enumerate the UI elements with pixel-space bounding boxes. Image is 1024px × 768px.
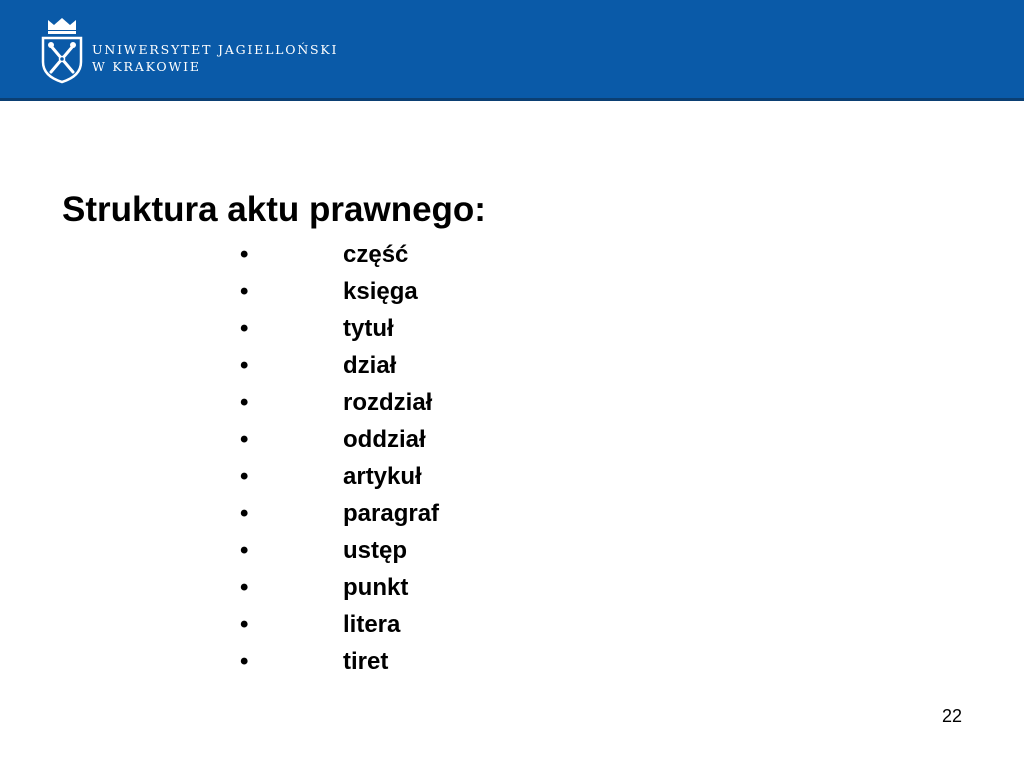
bullet-mark: • — [240, 648, 249, 675]
list-item-label: artykuł — [343, 463, 422, 490]
list-item — [0, 273, 600, 310]
list-item — [0, 458, 600, 495]
university-name — [92, 41, 338, 75]
list-item — [0, 606, 600, 643]
bullet-mark: • — [240, 611, 249, 638]
list-item-label: tiret — [343, 648, 389, 675]
bullet-mark: • — [240, 463, 249, 490]
list-item — [0, 310, 600, 347]
list-item-label: litera — [343, 611, 401, 638]
bullet-mark: • — [240, 315, 249, 342]
structure-list — [0, 236, 600, 680]
university-name-line1: UNIWERSYTET JAGIELLOŃSKI — [92, 42, 339, 57]
list-item-label: punkt — [343, 574, 409, 601]
list-item — [0, 495, 600, 532]
list-item — [0, 569, 600, 606]
bullet-mark: • — [240, 500, 249, 527]
list-item-label: tytuł — [343, 315, 394, 342]
list-item — [0, 384, 600, 421]
bullet-mark: • — [240, 574, 249, 601]
bullet-mark: • — [240, 537, 249, 564]
slide-title: Struktura aktu prawnego: — [62, 190, 486, 229]
bullet-mark: • — [240, 241, 249, 268]
list-item — [0, 236, 600, 273]
list-item-label: rozdział — [343, 389, 433, 416]
list-item — [0, 643, 600, 680]
list-item — [0, 421, 600, 458]
list-item-label: ustęp — [343, 537, 408, 564]
header-bar — [0, 0, 1024, 101]
list-item-label: część — [343, 241, 409, 268]
page-number: 22 — [941, 706, 962, 726]
bullet-mark: • — [240, 278, 249, 305]
bullet-mark: • — [240, 389, 249, 416]
bullet-mark: • — [240, 352, 249, 379]
university-name-line2: W KRAKOWIE — [92, 59, 201, 74]
list-item-label: księga — [343, 278, 418, 305]
list-item — [0, 532, 600, 569]
list-item-label: oddział — [343, 426, 426, 453]
university-crest-icon — [40, 16, 84, 84]
list-item-label: paragraf — [343, 500, 440, 527]
list-item-label: dział — [343, 352, 397, 379]
bullet-mark: • — [240, 426, 249, 453]
list-item — [0, 347, 600, 384]
